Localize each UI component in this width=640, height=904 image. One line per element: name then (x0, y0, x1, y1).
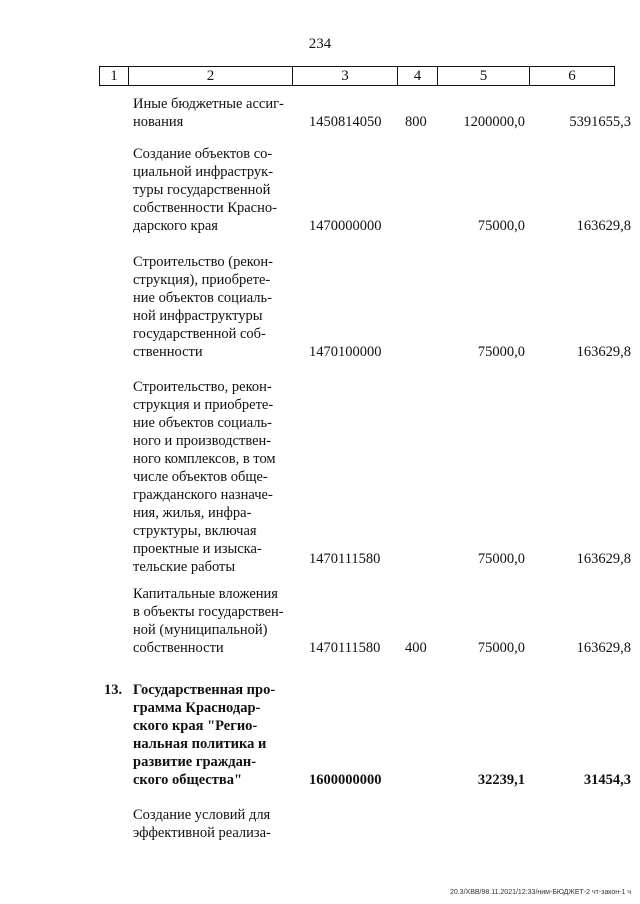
row-description: Строительство, рекон- струкция и приобрете- ние объектов социаль- ного и производствен- ного комплексов, в том числе объектов обще- гражданского назначе- ния, жилья, инфра- структуры, включая проектные и изыска- тельские работы (133, 379, 276, 575)
row-value-col5: 32239,1 (477, 772, 525, 788)
row-code: 1470100000 (309, 344, 382, 360)
row-value-col6: 163629,8 (576, 344, 631, 360)
column-header-1: 1 (100, 67, 129, 86)
column-header-4: 4 (398, 67, 438, 86)
row-value-col5: 75000,0 (477, 344, 525, 360)
column-header-3: 3 (293, 67, 398, 86)
row-description: Строительство (рекон- струкция), приобрете- ние объектов социаль- ной инфраструктуры государственной соб- ственности (133, 254, 273, 360)
row-description: Создание условий для эффективной реализа- (133, 807, 271, 841)
row-value-col5: 75000,0 (477, 640, 525, 656)
row-code: 1470111580 (309, 551, 381, 567)
row-description: Создание объектов со- циальной инфраструк- туры государственной собственности Красно- дарского края (133, 146, 277, 234)
page-number: 234 (308, 36, 332, 52)
document-footer-stamp: 20.3/ХВВ/98.11.2021/12:33/ним-БЮДЖЕТ-2 чт-закон-1 ч (449, 889, 631, 896)
row-value-col5: 75000,0 (477, 218, 525, 234)
row-code: 1470111580 (309, 640, 381, 656)
row-code: 1450814050 (309, 114, 382, 130)
row-value-col6: 163629,8 (576, 640, 631, 656)
column-header-row (100, 67, 615, 86)
row-code: 1600000000 (309, 772, 382, 788)
row-value-col5: 1200000,0 (463, 114, 525, 130)
row-description: Иные бюджетные ассиг- нования (133, 96, 284, 130)
row-number: 13. (104, 682, 123, 698)
row-value-col6: 163629,8 (576, 551, 631, 567)
column-header-5: 5 (438, 67, 530, 86)
row-code: 1470000000 (309, 218, 382, 234)
row-expense-type: 800 (405, 114, 427, 130)
row-description: Капитальные вложения в объекты государствен- ной (муниципальной) собственности (133, 586, 284, 656)
row-value-col6: 31454,3 (583, 772, 631, 788)
row-value-col6: 5391655,3 (569, 114, 631, 130)
row-value-col6: 163629,8 (576, 218, 631, 234)
row-value-col5: 75000,0 (477, 551, 525, 567)
row-expense-type: 400 (405, 640, 427, 656)
column-header-6: 6 (530, 67, 615, 86)
column-header-table (99, 66, 615, 86)
column-header-2: 2 (129, 67, 293, 86)
row-description: Государственная про- грамма Краснодар- ского края "Регио- нальная политика и развитие граждан- ского общества" (133, 682, 276, 788)
